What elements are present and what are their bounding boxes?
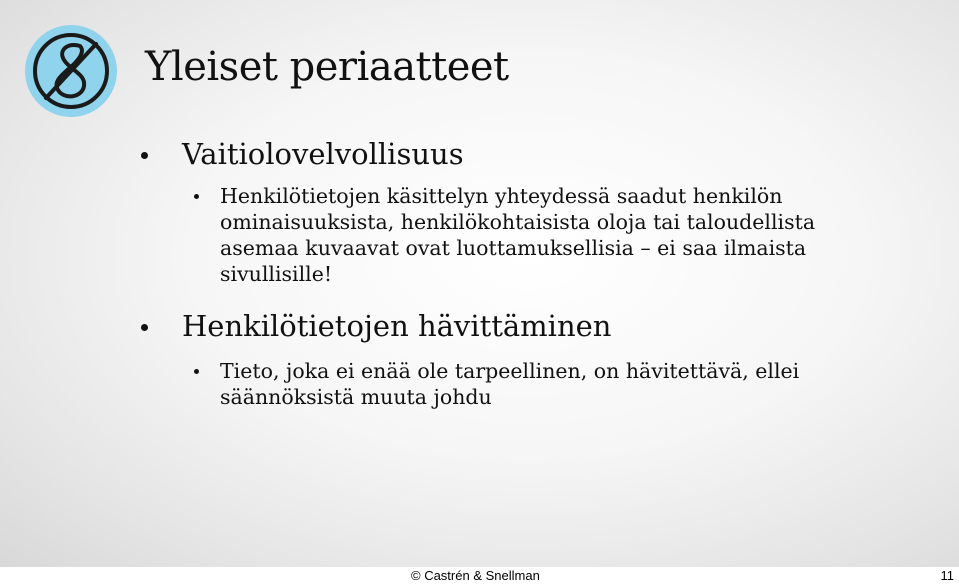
bullet-dot-icon xyxy=(141,152,148,159)
bullet-level2 xyxy=(220,183,860,287)
bullet-level2 xyxy=(220,358,840,410)
footer xyxy=(0,567,959,584)
bullet-dot-icon xyxy=(141,324,148,331)
bullet-dot-icon xyxy=(194,194,199,199)
bullet-level1 xyxy=(182,137,464,171)
bullet-heading: Henkilötietojen hävittäminen xyxy=(182,309,612,343)
bullet-text: Tieto, joka ei enää ole tarpeellinen, on hävitettävä, ellei säännöksistä muuta johdu xyxy=(220,359,800,409)
page-number: 11 xyxy=(940,568,954,583)
slide-title: Yleiset periaatteet xyxy=(145,44,509,90)
bullet-level1 xyxy=(182,309,611,343)
bullet-dot-icon xyxy=(194,369,199,374)
bullet-heading: Vaitiolovelvollisuus xyxy=(182,137,464,171)
footer-copyright: © Castrén & Snellman xyxy=(411,568,540,583)
bullet-text: Henkilötietojen käsittelyn yhteydessä saadut henkilön ominaisuuksista, henkilökohtaisista oloja tai taloudellista asemaa kuvaavat ovat luottamuksellisia – ei saa ilmaista sivullisille! xyxy=(220,184,816,286)
